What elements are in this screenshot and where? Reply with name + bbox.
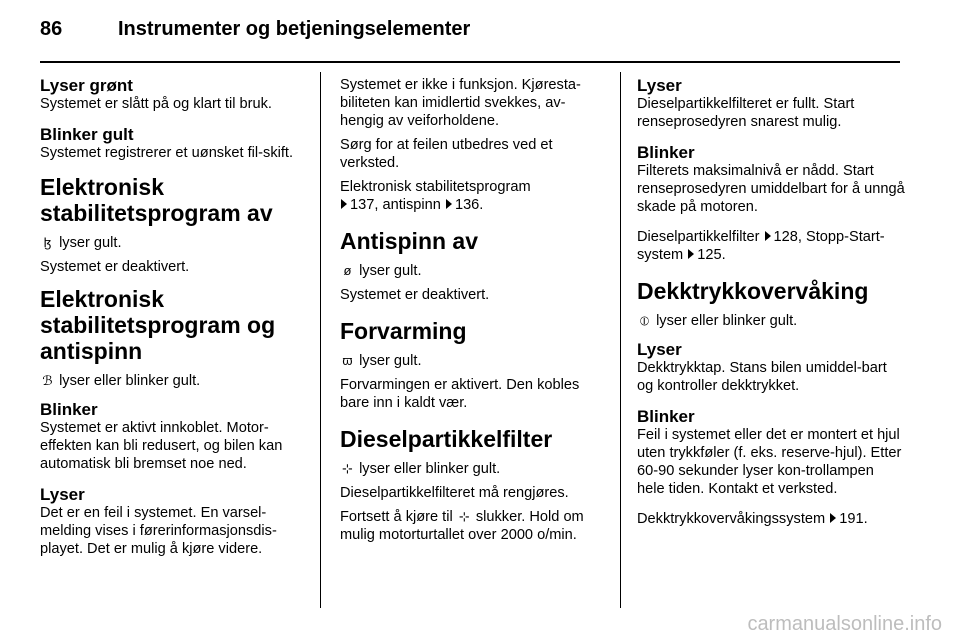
page-ref-arrow-icon	[765, 231, 771, 241]
section-tpms-blinker	[637, 407, 905, 498]
antispinn-status	[340, 262, 608, 280]
page-title: Instrumenter og betjeningselementer	[118, 18, 471, 40]
section-lyser-gront	[40, 76, 310, 113]
forvarming-note: Forvarmingen er aktivert. Den kobles bare inn i kaldt vær.	[340, 377, 580, 411]
esp-off-note: Systemet er deaktivert.	[40, 259, 190, 275]
dpf-instruction-b: slukker. Hold om mulig motorturtallet over 2000 o/min.	[340, 509, 584, 543]
dpf-status-text: lyser eller blinker gult.	[359, 461, 501, 477]
subheading-lyser-gront: Lyser grønt	[40, 76, 133, 95]
section-dpf-lyser	[637, 76, 905, 131]
forvarming-status	[340, 352, 608, 370]
esp-page-ref: 137, antispinn	[350, 197, 441, 213]
tpms-status	[637, 312, 905, 330]
text-esp-blinker: Systemet er aktivt innkoblet. Motor-effekten kan bli redusert, og bilen kan automatisk bli bremset noe ned.	[40, 420, 283, 472]
text-dpf-lyser: Dieselpartikkelfilteret er fullt. Start renseprosedyren snarest mulig.	[637, 96, 855, 130]
dpf-ref-label: Dieselpartikkelfilter	[637, 229, 760, 245]
page-number: 86	[40, 18, 63, 40]
watermark: carmanualsonline.info	[747, 613, 942, 635]
esp-ref-label: Elektronisk stabilitetsprogram	[340, 179, 531, 195]
heading-esp-off-line2: stabilitetsprogram av	[40, 200, 273, 226]
tpms-page-ref: 191.	[839, 511, 868, 527]
dpf-page-ref: 128, Stopp-Start-system	[637, 229, 885, 263]
text-dpf-blinker: Filterets maksimalnivå er nådd. Start renseprosedyren umiddelbart for å unngå skade på motoren.	[637, 163, 905, 215]
subheading-tpms-blinker: Blinker	[637, 407, 695, 426]
text-workshop: Sørg for at feilen utbedres ved et verksted.	[340, 137, 553, 171]
esp-status	[40, 372, 310, 390]
esp-off-status	[40, 234, 310, 252]
page-ref-arrow-icon	[341, 199, 347, 209]
tire-pressure-icon: ⦶	[639, 313, 650, 328]
heading-esp-off	[40, 174, 310, 226]
text-esp-reference	[340, 178, 608, 214]
subheading-esp-lyser: Lyser	[40, 485, 85, 504]
page-header	[40, 18, 900, 50]
esp-off-icon: ɮ	[43, 235, 52, 250]
column-divider-2	[620, 72, 621, 608]
heading-dieselpartikkelfilter: Dieselpartikkelfilter	[340, 426, 553, 452]
section-dpf-blinker	[637, 143, 905, 216]
heading-forvarming: Forvarming	[340, 318, 467, 344]
text-lyser-gront: Systemet er slått på og klart til bruk.	[40, 96, 272, 112]
diesel-particle-filter-icon: ⊹	[342, 461, 353, 476]
heading-esp-off-line1: Elektronisk	[40, 174, 164, 200]
text-esp-lyser: Det er en feil i systemet. En varsel-melding vises i førerinformasjonsdis-playet. Det er mulig å kjøre videre.	[40, 505, 277, 557]
stopstart-page-ref: 125.	[697, 247, 726, 263]
subheading-blinker-gult: Blinker gult	[40, 125, 134, 144]
section-tpms-lyser	[637, 340, 905, 395]
diesel-particle-filter-icon: ⊹	[458, 509, 470, 524]
text-tpms-blinker: Feil i systemet eller det er montert et hjul uten trykkføler (f. eks. reserve-hjul). Etter 60-90 sekunder lyser kon-trollampen hele tiden. Kontakt et verksted.	[637, 427, 902, 497]
section-esp-blinker	[40, 400, 310, 473]
subheading-dpf-lyser: Lyser	[637, 76, 682, 95]
dpf-instruction	[340, 508, 608, 544]
text-tpms-lyser: Dekktrykktap. Stans bilen umiddel-bart og kontroller dekktrykket.	[637, 360, 887, 394]
heading-esp-antispinn-line2: stabilitetsprogram og	[40, 312, 276, 338]
column-1	[40, 76, 310, 570]
tpms-ref-label: Dekktrykkovervåkingssystem	[637, 511, 826, 527]
antispinn-page-ref: 136.	[454, 197, 484, 213]
heading-antispinn-av: Antispinn av	[340, 228, 479, 254]
column-2	[340, 76, 608, 550]
header-rule	[40, 61, 900, 63]
heading-esp-antispinn	[40, 286, 310, 364]
traction-control-off-icon: ø	[343, 263, 352, 278]
subheading-tpms-lyser: Lyser	[637, 340, 682, 359]
dpf-status	[340, 460, 608, 478]
heading-esp-antispinn-line3: antispinn	[40, 338, 143, 364]
esp-off-status-text: lyser gult.	[59, 235, 122, 251]
column-divider-1	[320, 72, 321, 608]
section-esp-lyser	[40, 485, 310, 558]
subheading-esp-blinker: Blinker	[40, 400, 98, 419]
heading-esp-antispinn-line1: Elektronisk	[40, 286, 164, 312]
heading-dekktrykkovervaking: Dekktrykkovervåking	[637, 278, 869, 304]
antispinn-status-text: lyser gult.	[359, 263, 422, 279]
text-blinker-gult: Systemet registrerer et uønsket fil-skift.	[40, 145, 294, 161]
tpms-status-text: lyser eller blinker gult.	[656, 313, 798, 329]
section-blinker-gult	[40, 125, 310, 162]
dpf-cross-reference	[637, 228, 905, 264]
forvarming-status-text: lyser gult.	[359, 353, 422, 369]
esp-icon: ℬ	[42, 373, 53, 388]
subheading-dpf-blinker: Blinker	[637, 143, 695, 162]
esp-status-text: lyser eller blinker gult.	[59, 373, 201, 389]
tpms-cross-reference	[637, 510, 905, 528]
text-system-fault: Systemet er ikke i funksjon. Kjøresta-biliteten kan imidlertid svekkes, av-hengig av veiforholdene.	[340, 77, 581, 129]
page-ref-arrow-icon	[830, 513, 836, 523]
preheating-coil-icon: ϖ	[342, 353, 353, 368]
dpf-instruction-a: Fortsett å kjøre til	[340, 509, 453, 525]
column-3	[637, 76, 905, 534]
dpf-note: Dieselpartikkelfilteret må rengjøres.	[340, 485, 569, 501]
antispinn-note: Systemet er deaktivert.	[340, 287, 490, 303]
page-ref-arrow-icon	[446, 199, 452, 209]
page-ref-arrow-icon	[688, 249, 694, 259]
